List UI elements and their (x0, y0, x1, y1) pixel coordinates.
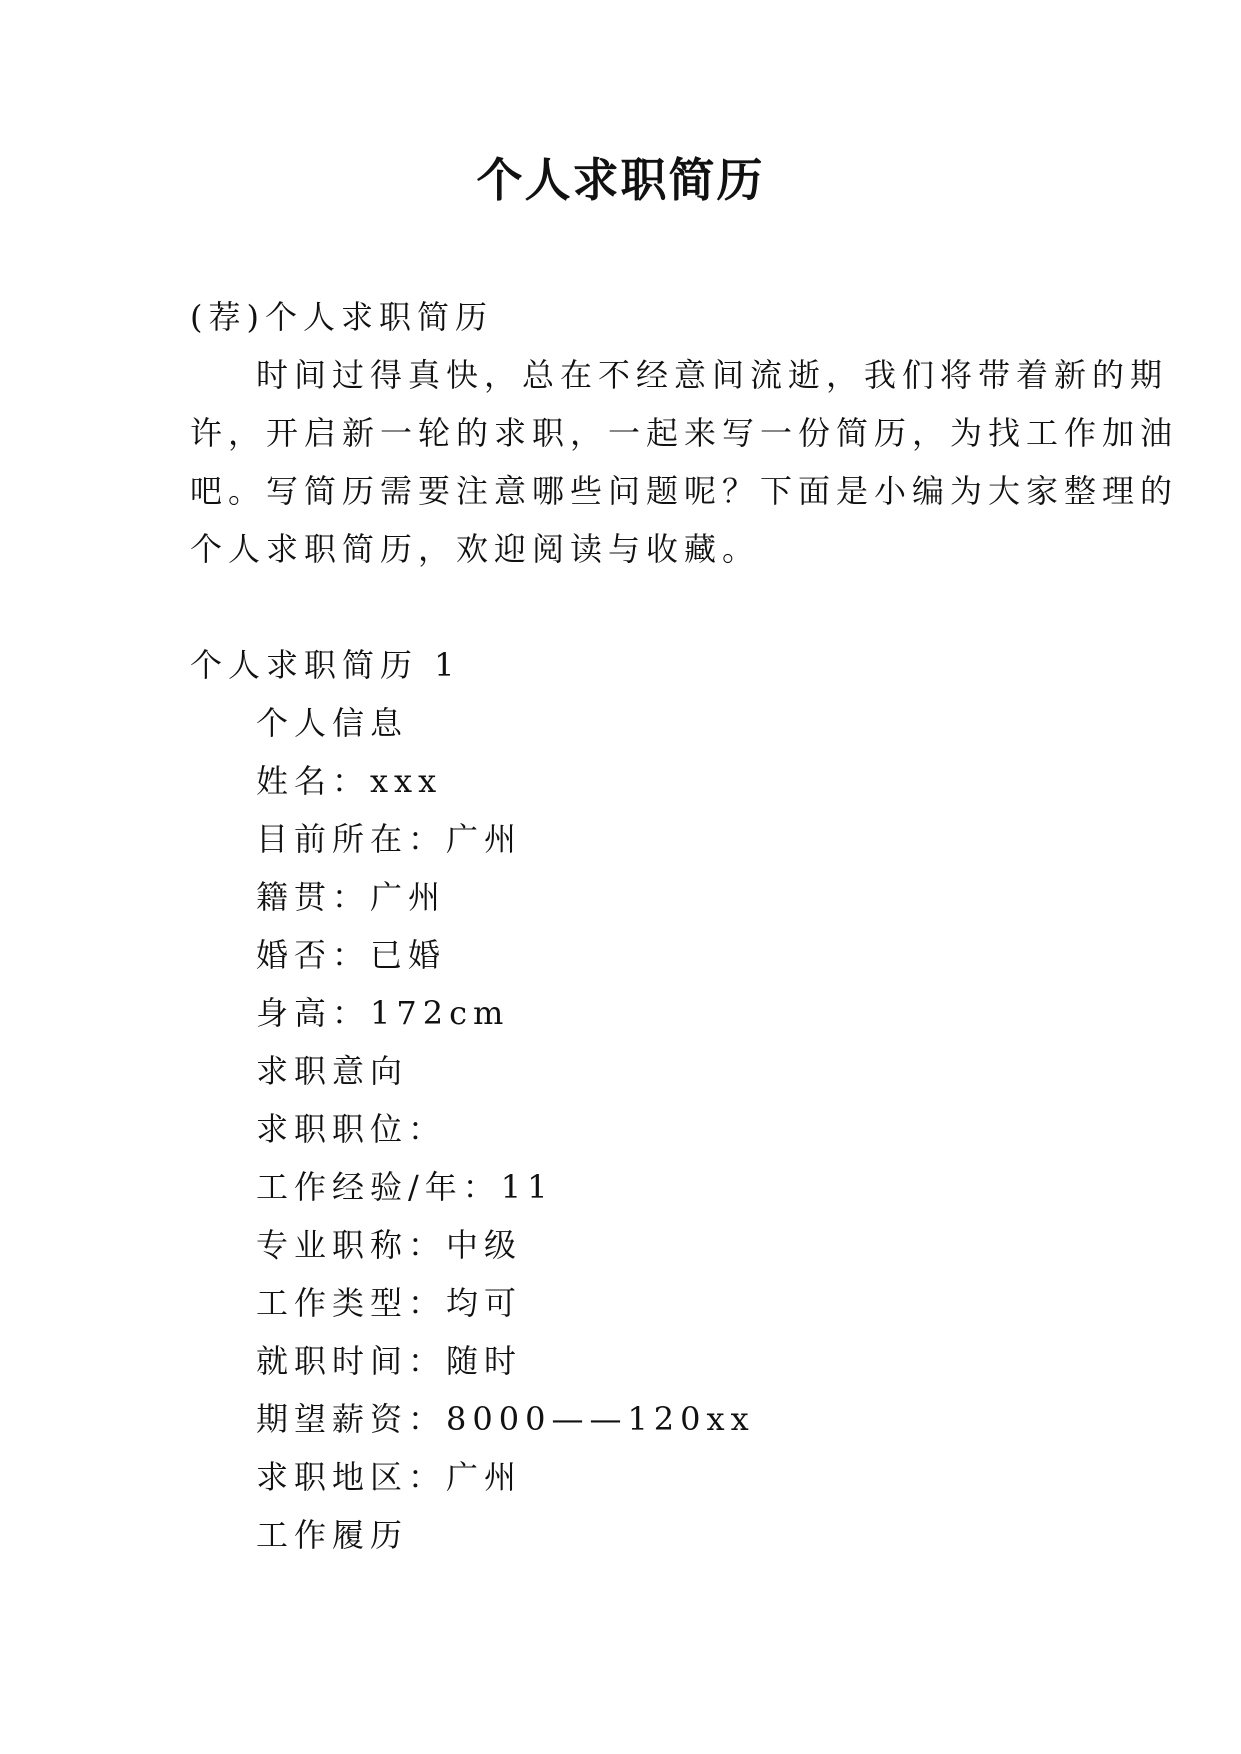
intro-line: 吧。写简历需要注意哪些问题呢？下面是小编为大家整理的 (190, 472, 1179, 510)
paragraph-spacer (190, 578, 1060, 636)
field-start-time: 就职时间：随时 (256, 1342, 523, 1380)
field-job-type: 工作类型：均可 (256, 1284, 523, 1322)
section-label-job-intention: 求职意向 (256, 1052, 409, 1090)
field-height: 身高：172cm (256, 994, 510, 1032)
field-marital-status: 婚否：已婚 (256, 936, 447, 974)
field-current-location: 目前所在：广州 (256, 820, 523, 858)
intro-line: 时间过得真快，总在不经意间流逝，我们将带着新的期 (256, 356, 1169, 394)
section-heading: 个人求职简历 1 (190, 646, 461, 684)
field-work-experience: 工作经验/年：11 (256, 1168, 554, 1206)
resume-field-list (190, 694, 1060, 1564)
field-job-region: 求职地区：广州 (256, 1458, 523, 1496)
section-label-personal-info: 个人信息 (256, 704, 409, 742)
field-hometown: 籍贯：广州 (256, 878, 447, 916)
field-expected-salary: 期望薪资：8000——120xx (256, 1400, 755, 1438)
document-subtitle: (荐)个人求职简历 (190, 298, 493, 336)
intro-paragraph (190, 346, 1179, 578)
field-name: 姓名：xxx (256, 762, 443, 800)
intro-line: 个人求职简历，欢迎阅读与收藏。 (190, 530, 761, 568)
section-label-work-history: 工作履历 (256, 1516, 409, 1554)
field-professional-title: 专业职称：中级 (256, 1226, 523, 1264)
intro-line: 许，开启新一轮的求职，一起来写一份简历，为找工作加油 (190, 414, 1179, 452)
document-body (190, 288, 1179, 1564)
field-position: 求职职位： (256, 1110, 447, 1148)
page-title: 个人求职简历 (476, 153, 765, 207)
